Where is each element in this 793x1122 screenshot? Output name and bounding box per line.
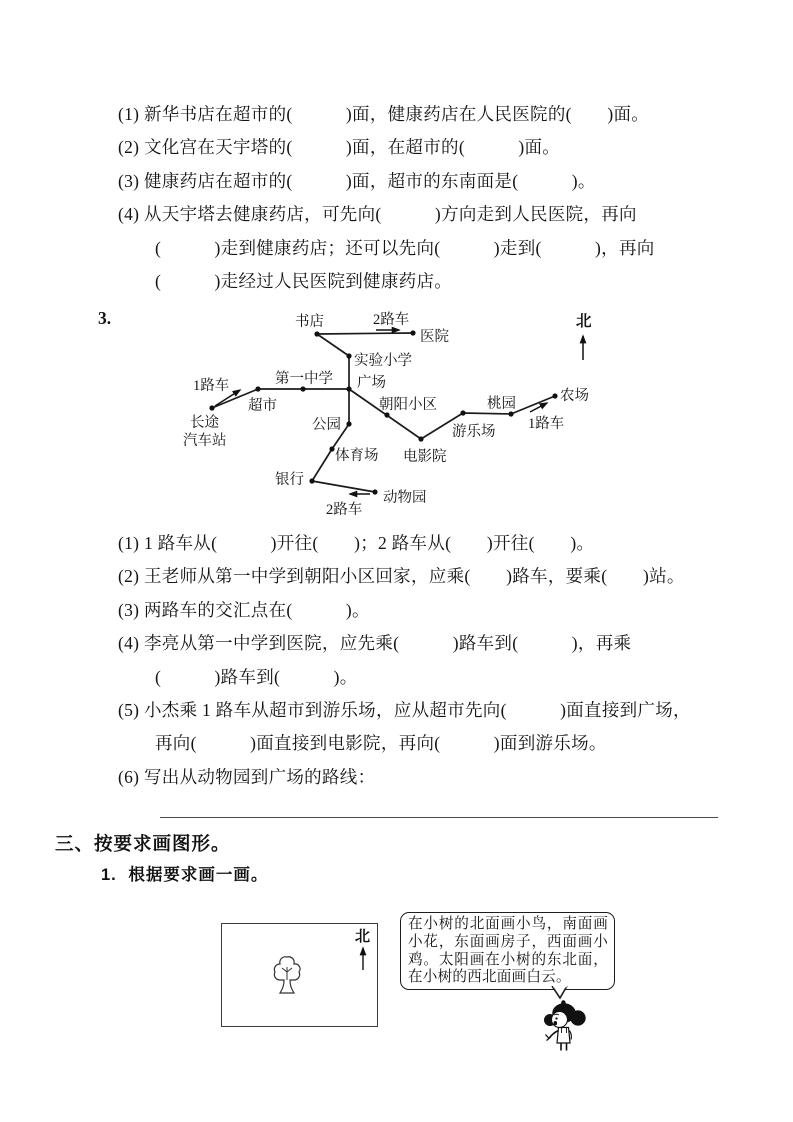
question3-block bbox=[0, 527, 793, 794]
station-label-supermarket: 超市 bbox=[248, 398, 277, 414]
question-line: (1) 1 路车从( )开往( )；2 路车从( )开往( )。 bbox=[118, 533, 595, 553]
route-line bbox=[312, 449, 332, 481]
answer-blank-line bbox=[160, 817, 718, 818]
girl-character-icon bbox=[537, 998, 589, 1056]
station-dot bbox=[346, 386, 351, 391]
station-dot bbox=[255, 386, 260, 391]
station-label-bookstore: 书店 bbox=[295, 314, 324, 330]
question-line: (1) 新华书店在超市的( )面，健康药店在人民医院的( )面。 bbox=[118, 104, 650, 124]
item1-text: 根据要求画一画。 bbox=[128, 866, 269, 884]
route-line bbox=[317, 333, 413, 334]
box-north-arrow-icon bbox=[356, 942, 370, 972]
question-line: ( )走到健康药店；还可以先向( )走到( )，再向 bbox=[155, 237, 655, 258]
station-label-cinema: 电影院 bbox=[403, 449, 447, 465]
question-line: (2) 文化宫在天宇塔的( )面，在超市的( )面。 bbox=[118, 137, 561, 158]
station-dot bbox=[309, 478, 314, 483]
station-dot bbox=[329, 446, 334, 451]
route-line bbox=[511, 396, 555, 414]
question2-block bbox=[0, 98, 793, 298]
route-line bbox=[463, 413, 511, 414]
station-dot bbox=[314, 331, 319, 336]
item1-number: 1. bbox=[101, 866, 117, 884]
route-label-bus2-south: 2路车 bbox=[326, 502, 363, 518]
question-line: (3) 两路车的交汇点在( )。 bbox=[118, 599, 370, 620]
question-line: ( )路车到( )。 bbox=[155, 666, 358, 687]
station-label-bank: 银行 bbox=[275, 472, 304, 488]
question-line: (5) 小杰乘 1 路车从超市到游乐场，应从超市先向( )面直接到广场， bbox=[118, 700, 691, 721]
instruction-bubble: 在小树的北面画小鸟，南面画小花，东面画房子，西面画小鸡。太阳画在小树的东北面，在小树的西北面画白云。 bbox=[400, 912, 615, 990]
station-dot bbox=[300, 386, 305, 391]
drawing-box bbox=[221, 923, 378, 1027]
station-dot bbox=[460, 410, 465, 415]
station-label-experimental-school: 实验小学 bbox=[354, 353, 412, 369]
station-label-park: 公园 bbox=[312, 417, 341, 433]
station-label-bus-station-line1: 长途 bbox=[190, 415, 219, 431]
station-label-bus-station-line2: 汽车站 bbox=[183, 433, 227, 449]
question3-number: 3. bbox=[98, 308, 112, 328]
question-line: (4) 从天宇塔去健康药店，可先向( )方向走到人民医院，再向 bbox=[118, 204, 637, 225]
question-line: (2) 王老师从第一中学到朝阳小区回家，应乘( )路车，要乘( )站。 bbox=[118, 566, 685, 587]
question-line: (6) 写出从动物园到广场的路线： bbox=[118, 766, 376, 787]
tree-icon bbox=[270, 955, 304, 997]
station-dot bbox=[209, 405, 214, 410]
station-dot bbox=[384, 412, 389, 417]
station-dot bbox=[552, 393, 557, 398]
route-label-bus1-east: 1路车 bbox=[528, 416, 565, 432]
route-line bbox=[312, 481, 375, 492]
bus-route-map bbox=[90, 305, 640, 530]
station-label-zoo: 动物园 bbox=[383, 490, 427, 506]
north-label: 北 bbox=[576, 313, 592, 330]
section3-heading: 三、按要求画图形。 bbox=[55, 833, 231, 854]
station-label-playground: 游乐场 bbox=[452, 424, 496, 440]
station-label-hospital: 医院 bbox=[420, 329, 449, 345]
station-label-peach-garden: 桃园 bbox=[487, 396, 516, 412]
station-dot bbox=[372, 489, 377, 494]
station-label-chaoyang: 朝阳小区 bbox=[379, 397, 437, 413]
station-dot bbox=[346, 353, 351, 358]
question-line: ( )走经过人民医院到健康药店。 bbox=[155, 271, 453, 292]
station-label-middle-school: 第一中学 bbox=[275, 371, 333, 387]
question-line: (3) 健康药店在超市的( )面，超市的东南面是( )。 bbox=[118, 170, 596, 191]
route-label-bus1-west: 1路车 bbox=[193, 378, 230, 394]
station-dot bbox=[410, 330, 415, 335]
station-label-stadium: 体育场 bbox=[335, 448, 379, 464]
box-north-label: 北 bbox=[355, 929, 371, 945]
station-dot bbox=[508, 411, 513, 416]
station-label-farm: 农场 bbox=[560, 388, 589, 404]
question-line: 再向( )面直接到电影院，再向( )面到游乐场。 bbox=[155, 733, 607, 754]
section3-item1 bbox=[101, 861, 268, 885]
route-line bbox=[317, 334, 349, 356]
route-label-bus2-north: 2路车 bbox=[373, 312, 410, 328]
station-label-square: 广场 bbox=[357, 375, 386, 391]
station-dot bbox=[346, 421, 351, 426]
question-line: (4) 李亮从第一中学到医院，应先乘( )路车到( )，再乘 bbox=[118, 633, 632, 654]
station-dot bbox=[418, 436, 423, 441]
